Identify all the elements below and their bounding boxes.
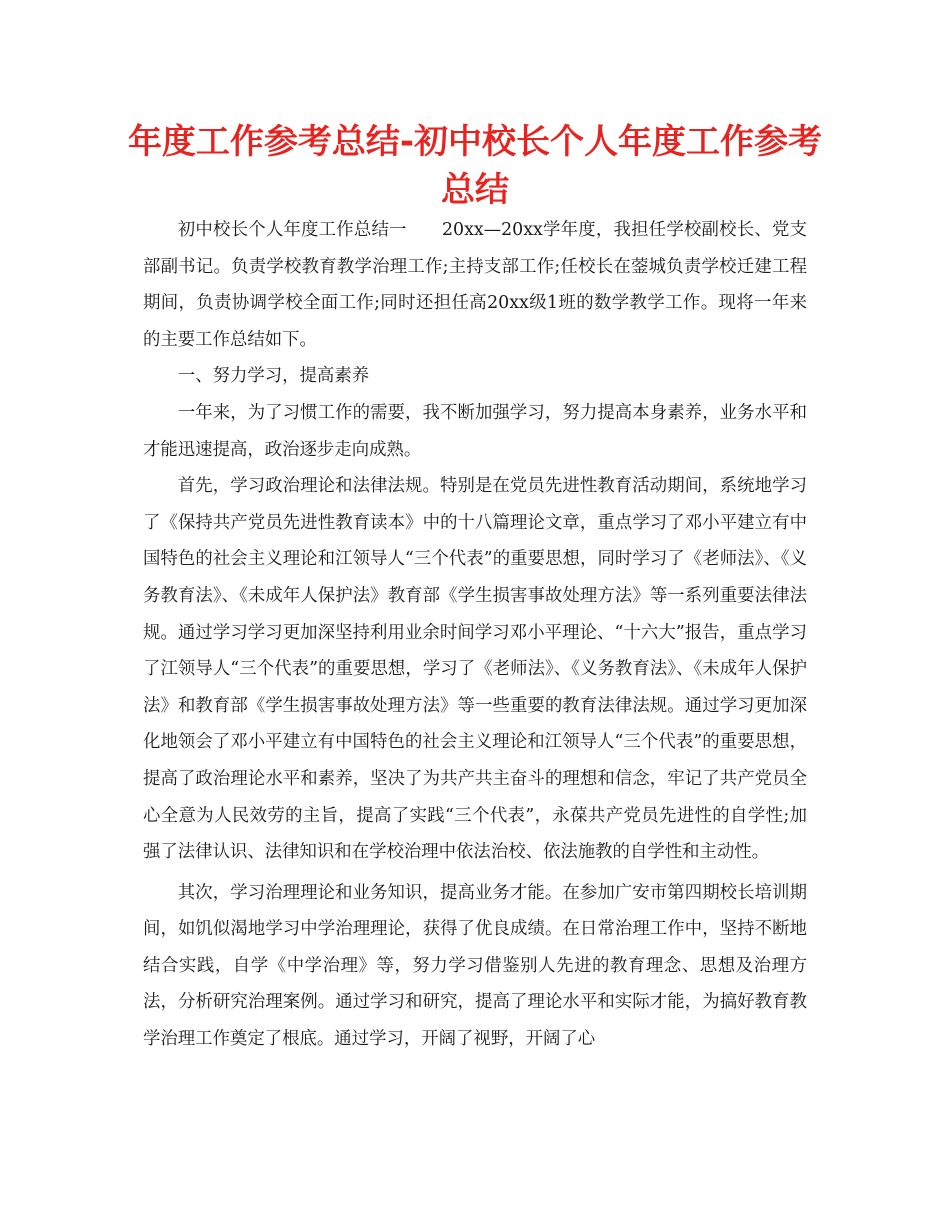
paragraph-management-study: 其次，学习治理理论和业务知识，提高业务才能。在参加广安市第四期校长培训期间，如饥似渴地学习中学治理理论，获得了优良成绩。在日常治理工作中，坚持不断地结合实践，自学《中学治理》等，努力学习借鉴别人先进的教育理念、思想及治理方法，分析研究治理案例。通过学习和研究，提高了理论水平和实际才能，为搞好教育教学治理工作奠定了根底。通过学习，开阔了视野，开阔了心 (143, 882, 807, 1050)
document-title: 年度工作参考总结-初中校长个人年度工作参考总结 (127, 122, 823, 210)
section-heading-1: 一、努力学习，提高素养 (177, 366, 370, 387)
paragraph-study-overview: 一年来，为了习惯工作的需要，我不断加强学习，努力提高本身素养，业务水平和才能迅速提高，政治逐步走向成熟。 (143, 402, 807, 460)
document-body (143, 212, 807, 1058)
paragraph-political-study: 首先，学习政治理论和法律法规。特别是在党员先进性教育活动期间，系统地学习了《保持共产党员先进性教育读本》中的十八篇理论文章，重点学习了邓小平建立有中国特色的社会主义理论和江领导人“三个代表”的重要思想，同时学习了《老师法》、《义务教育法》、《未成年人保护法》教育部《学生损害事故处理方法》等一系列重要法律法规。通过学习学习更加深坚持利用业余时间学习邓小平理论、“十六大”报告，重点学习了江领导人“三个代表”的重要思想，学习了《老师法》、《义务教育法》、《未成年人保护法》和教育部《学生损害事故处理方法》等一些重要的教育法律法规。通过学习更加深化地领会了邓小平建立有中国特色的社会主义理论和江领导人“三个代表”的重要思想，提高了政治理论水平和素养，坚决了为共产共主奋斗的理想和信念，牢记了共产党员全心全意为人民效劳的主旨，提高了实践“三个代表”，永葆共产党员先进性的自学性;加强了法律认识、法律知识和在学校治理中依法治校、依法施教的自学性和主动性。 (143, 476, 807, 863)
paragraph-intro: 初中校长个人年度工作总结一 20xx—20xx学年度，我担任学校副校长、党支部副书记。负责学校教育教学治理工作;主持支部工作;任校长在蓥城负责学校迁建工程期间，负责协调学校全面工作;同时还担任高20xx级1班的数学教学工作。现将一年来的主要工作总结如下。 (143, 220, 807, 350)
